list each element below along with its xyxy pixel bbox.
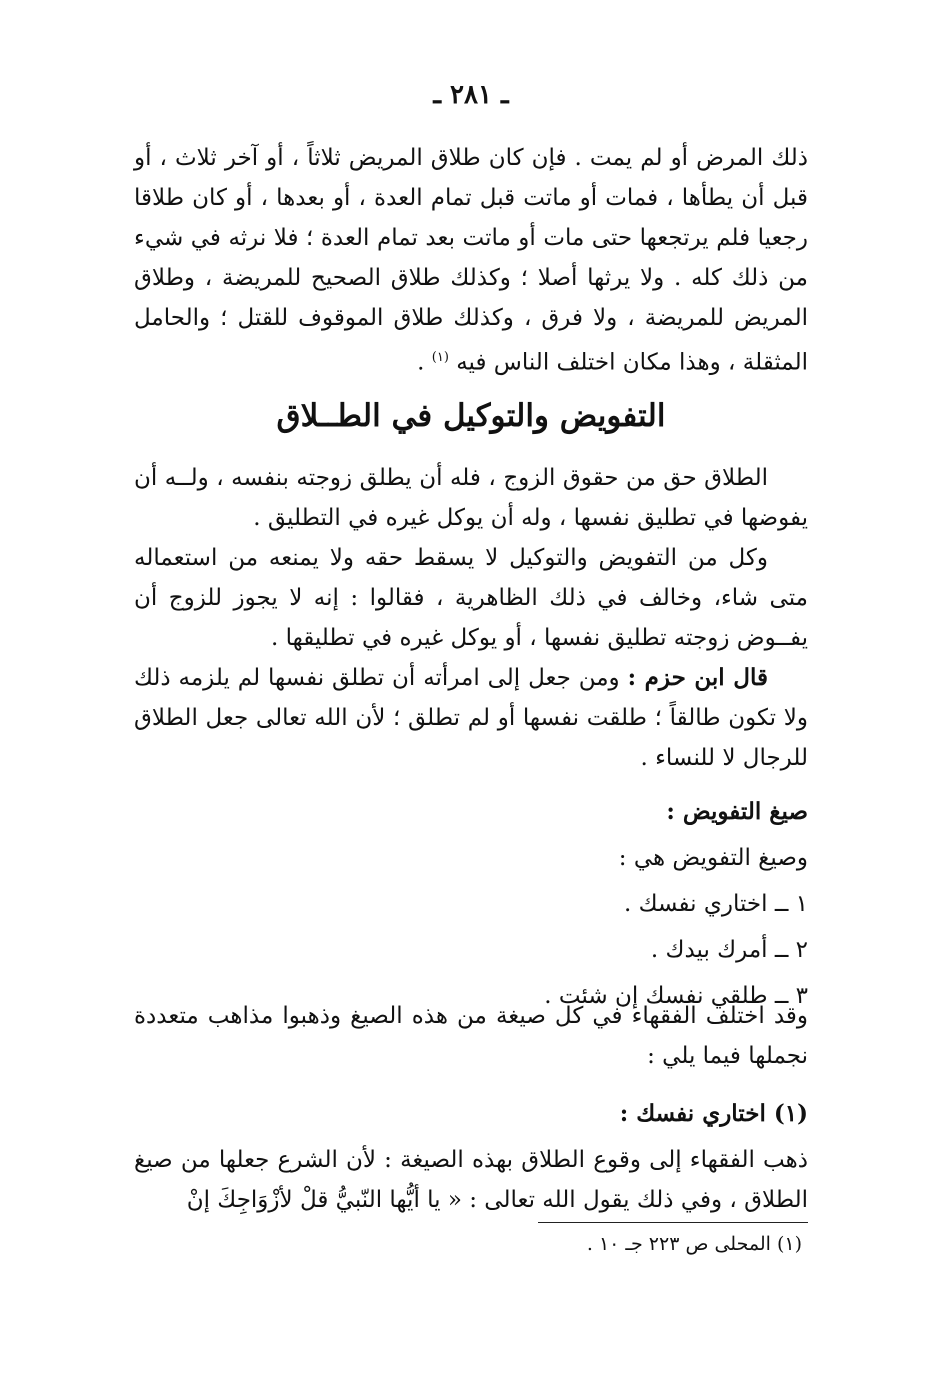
footnote: (١) المحلى ص ٢٢٣ جـ ١٠ . (586, 1233, 802, 1255)
footnote-divider (538, 1222, 808, 1223)
intro-end: . (417, 349, 432, 376)
page-number: ـ ٢٨١ ـ (433, 80, 509, 110)
formula-item: ٣ ــ طلقي نفسك إن شئت . (544, 983, 808, 1009)
jurists-paragraph-block (134, 996, 808, 1076)
quote-speaker: قال ابن حزم : (627, 664, 768, 691)
sub1-paragraph: ذهب الفقهاء إلى وقوع الطلاق بهذه الصيغة : لأن الشرع جعلها من صيغ الطلاق ، وفي ذلك يقول الله تعالى : « يا أيُّها النّبيُّ قلْ لأزْوَاجِكَ إنْ (134, 1147, 808, 1213)
formulas-section (134, 792, 808, 1022)
formula-item: ١ ــ اختاري نفسك . (624, 891, 808, 917)
formulas-intro: وصيغ التفويض هي : (618, 845, 808, 871)
section-title: التفويض والتوكيل في الطــلاق (276, 398, 666, 434)
quote-text: ومن جعل إلى امرأته أن تطلق نفسها لم يلزمه ذلك ولا تكون طالقاً ؛ طلقت نفسها أو لم تطلق ؛ لأن الله تعالى جعل الطلاق للرجال لا للنساء . (134, 665, 808, 771)
ibn-hazm-quote (134, 658, 808, 778)
intro-text: ذلك المرض أو لم يمت . فإن كان طلاق المريض ثلاثاً ، أو آخر ثلاث ، أو قبل أن يطأها ، فمات أو ماتت قبل تمام العدة ، أو بعدها ، أو كان طلاقا رجعيا فلم يرتجعها حتى مات أو ماتت بعد تمام العدة ؛ فلا نرثه في شيء من ذلك كله . ولا يرثها أصلا ؛ وكذلك طلاق الصحيح للمريضة ، وطلاق المريض للمريضة ، ولا فرق ، وكذلك طلاق الموقوف للقتل ؛ والحامل المثقلة ، وهذا مكان اختلف الناس فيه (134, 145, 808, 376)
formulas-heading: صيغ التفويض : (666, 798, 808, 825)
sub1-heading: (١) اختاري نفسك : (619, 1100, 808, 1127)
formula-item: ٢ ــ أمرك بيدك . (650, 937, 808, 963)
delegation-section (134, 458, 808, 778)
choose-yourself-section (134, 1094, 808, 1220)
intro-paragraph-block (134, 138, 808, 383)
intro-paragraph (134, 138, 808, 383)
paragraph-right-of-husband: الطلاق حق من حقوق الزوج ، فله أن يطلق زوجته بنفسه ، ولــه أن يفوضها في تطليق نفسها ، وله أن يوكل غيره في التطليق . (134, 465, 808, 531)
jurists-paragraph: وقد اختلف الفقهاء في كل صيغة من هذه الصيغ وذهبوا مذاهب متعددة نجملها فيما يلي : (134, 1003, 808, 1069)
paragraph-zahiri-view: وكل من التفويض والتوكيل لا يسقط حقه ولا يمنعه من استعماله متى شاء، وخالف في ذلك الظاهرية ، فقالوا : إنه لا يجوز للزوج أن يفــوض زوجته تطليق نفسها ، أو يوكل غيره في تطليقها . (134, 545, 808, 651)
footnote-marker: (١) (431, 350, 449, 365)
